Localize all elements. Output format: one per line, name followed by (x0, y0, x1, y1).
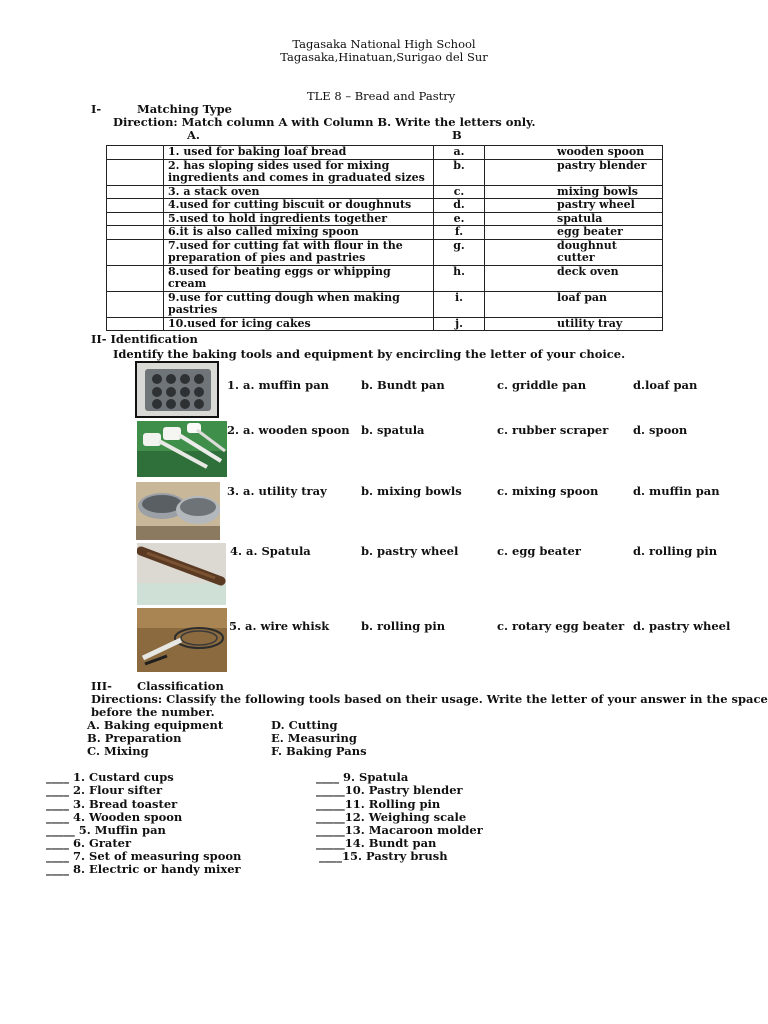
table-row (107, 265, 663, 291)
classify-item[interactable]: _____14. Bundt pan (316, 836, 437, 850)
matching-table (106, 145, 663, 331)
letter-cell: d. (434, 199, 485, 213)
classify-item[interactable]: _____11. Rolling pin (316, 797, 441, 811)
option[interactable]: d. muffin pan (633, 484, 720, 498)
column-b-cell: utility tray (485, 317, 663, 331)
letter-cell: g. (434, 239, 485, 265)
muffin-pan-photo (135, 361, 219, 418)
option[interactable]: b. rolling pin (361, 619, 446, 633)
classify-item[interactable]: _____13. Macaroon molder (316, 823, 483, 837)
part1-numeral: I- (91, 102, 102, 116)
column-b-cell: deck oven (485, 265, 663, 291)
column-a-cell: 6.it is also called mixing spoon (164, 226, 434, 240)
letter-cell: h. (434, 265, 485, 291)
option[interactable]: b. spatula (361, 423, 425, 437)
option[interactable]: b. Bundt pan (361, 378, 445, 392)
option[interactable]: 1. a. muffin pan (227, 378, 330, 392)
letter-cell: e. (434, 212, 485, 226)
option[interactable]: 5. a. wire whisk (229, 619, 330, 633)
letter-cell: i. (434, 291, 485, 317)
part3-title: Classification (137, 679, 224, 693)
column-a-cell: 8.used for beating eggs or whipping cream (164, 265, 434, 291)
school-name: Tagasaka National High School (292, 37, 476, 51)
column-b-cell: pastry blender (485, 159, 663, 185)
option[interactable]: c. egg beater (497, 544, 581, 558)
option[interactable]: b. mixing bowls (361, 484, 462, 498)
classify-item[interactable]: _____12. Weighing scale (316, 810, 467, 824)
option[interactable]: c. griddle pan (497, 378, 587, 392)
category: F. Baking Pans (271, 744, 367, 758)
classify-item[interactable]: ____ 2. Flour sifter (46, 783, 163, 797)
classify-item[interactable]: _____10. Pastry blender (316, 783, 463, 797)
school-address: Tagasaka,Hinatuan,Surigao del Sur (280, 50, 488, 64)
classify-item[interactable]: ____ 1. Custard cups (46, 770, 174, 784)
letter-cell: j. (434, 317, 485, 331)
letter-cell: b. (434, 159, 485, 185)
column-a-cell: 3. a stack oven (164, 185, 434, 199)
category: C. Mixing (87, 744, 149, 758)
option[interactable]: d. spoon (633, 423, 688, 437)
part1-direction: Direction: Match column A with Column B. Write the letters only. (113, 115, 536, 129)
option[interactable]: d.loaf pan (633, 378, 698, 392)
category: D. Cutting (271, 718, 338, 732)
table-row (107, 185, 663, 199)
option[interactable]: 2. a. wooden spoon (227, 423, 350, 437)
table-row (107, 226, 663, 240)
part2-direction: Identify the baking tools and equipment by encircling the letter of your choice. (113, 347, 626, 361)
classify-item[interactable]: _____ 5. Muffin pan (46, 823, 166, 837)
letter-cell: c. (434, 185, 485, 199)
option[interactable]: d. pastry wheel (633, 619, 731, 633)
column-b-cell: egg beater (485, 226, 663, 240)
letter-cell: a. (434, 146, 485, 160)
part1-title: Matching Type (137, 102, 232, 116)
option[interactable]: c. rotary egg beater (497, 619, 625, 633)
letter-cell: f. (434, 226, 485, 240)
category: A. Baking equipment (87, 718, 224, 732)
spatula-photo (137, 421, 227, 477)
column-b-cell: pastry wheel (485, 199, 663, 213)
subject-title: TLE 8 – Bread and Pastry (307, 89, 456, 103)
category: E. Measuring (271, 731, 357, 745)
column-b-cell: doughnut cutter (485, 239, 663, 265)
column-a-cell: 4.used for cutting biscuit or doughnuts (164, 199, 434, 213)
column-b-cell: spatula (485, 212, 663, 226)
option[interactable]: d. rolling pin (633, 544, 718, 558)
option[interactable]: c. mixing spoon (497, 484, 599, 498)
column-a-cell: 2. has sloping sides used for mixing ingredients and comes in graduated sizes (164, 159, 434, 185)
classify-item[interactable]: ____ 4. Wooden spoon (46, 810, 183, 824)
classify-item[interactable]: ____ 3. Bread toaster (46, 797, 178, 811)
table-row (107, 291, 663, 317)
column-a-cell: 10.used for icing cakes (164, 317, 434, 331)
classify-item[interactable]: ____ 8. Electric or handy mixer (46, 862, 241, 876)
column-b-cell: mixing bowls (485, 185, 663, 199)
classify-item[interactable]: ____15. Pastry brush (319, 849, 448, 863)
rolling-pin-photo (137, 543, 226, 605)
column-a-cell: 1. used for baking loaf bread (164, 146, 434, 160)
category: B. Preparation (87, 731, 182, 745)
option[interactable]: 4. a. Spatula (230, 544, 311, 558)
part3-numeral: III- (91, 679, 112, 693)
option[interactable]: c. rubber scraper (497, 423, 609, 437)
part3-direction-cont: before the number. (91, 705, 215, 719)
table-row (107, 212, 663, 226)
table-row (107, 239, 663, 265)
column-b-cell: loaf pan (485, 291, 663, 317)
part2-title: II- Identification (91, 332, 198, 346)
table-row (107, 159, 663, 185)
column-b-cell: wooden spoon (485, 146, 663, 160)
option[interactable]: 3. a. utility tray (227, 484, 327, 498)
column-b-heading: B (452, 128, 462, 142)
column-a-cell: 7.used for cutting fat with flour in the preparation of pies and pastries (164, 239, 434, 265)
classify-item[interactable]: ____ 6. Grater (46, 836, 132, 850)
mixing-bowls-photo (136, 482, 220, 540)
option[interactable]: b. pastry wheel (361, 544, 459, 558)
column-a-cell: 5.used to hold ingredients together (164, 212, 434, 226)
table-row (107, 317, 663, 331)
whisk-photo (137, 608, 227, 672)
table-row (107, 199, 663, 213)
column-a-heading: A. (187, 128, 200, 142)
part3-direction: Directions: Classify the following tools based on their usage. Write the letter of your answer in the space (91, 692, 768, 706)
classify-item[interactable]: ____ 7. Set of measuring spoon (46, 849, 242, 863)
column-a-cell: 9.use for cutting dough when making pastries (164, 291, 434, 317)
table-row (107, 146, 663, 160)
classify-item[interactable]: ____ 9. Spatula (316, 770, 409, 784)
